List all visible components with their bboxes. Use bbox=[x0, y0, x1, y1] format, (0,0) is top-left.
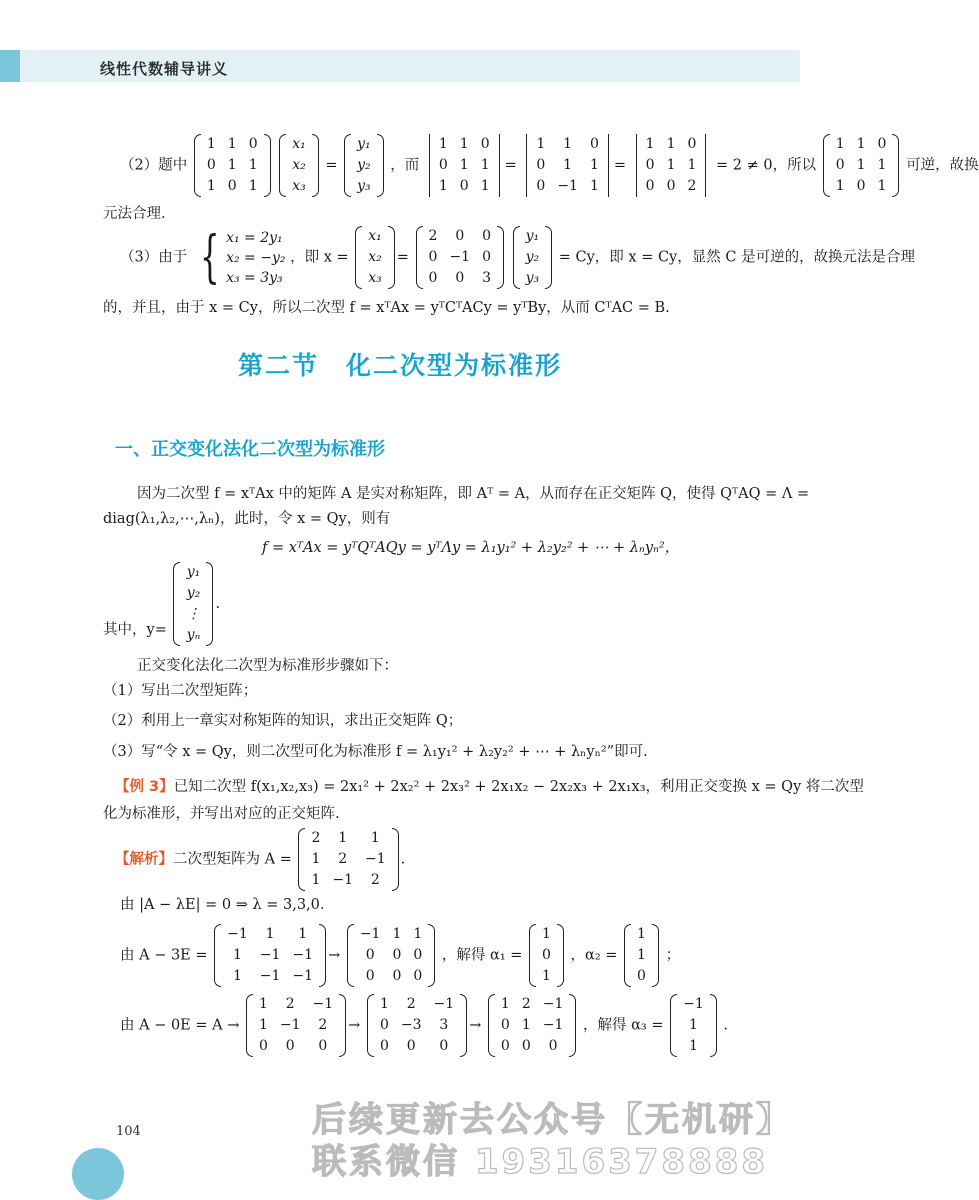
matrix-cell: −1 bbox=[359, 926, 381, 942]
matrix-cell: −1 bbox=[332, 872, 354, 888]
matrix-cell: 1 bbox=[379, 996, 389, 1012]
matrix-cell: 1 bbox=[835, 136, 845, 152]
matrix-cell: 2 bbox=[428, 228, 438, 244]
matrix-cell: x₁ bbox=[368, 228, 382, 244]
matrix-cell: 1 bbox=[856, 157, 866, 173]
matrix bbox=[823, 134, 900, 197]
matrix-cell: 0 bbox=[482, 228, 492, 244]
matrix-cell: 1 bbox=[637, 926, 646, 942]
matrix-cell: 1 bbox=[563, 136, 573, 152]
determinant bbox=[633, 134, 710, 197]
matrix-cell: −1 bbox=[259, 968, 281, 984]
matrix-cell: y₃ bbox=[525, 270, 540, 286]
part2-lead: （2）题中 bbox=[120, 157, 188, 174]
text: ，即 x = bbox=[290, 249, 349, 266]
vector-y bbox=[513, 226, 553, 289]
matrix-cell: 1 bbox=[542, 968, 551, 984]
matrix-cell: 1 bbox=[637, 947, 646, 963]
vector-x bbox=[355, 226, 395, 289]
matrix-cell: −3 bbox=[400, 1017, 422, 1033]
equation: x₂ = −y₂ bbox=[226, 249, 286, 266]
matrix-cell: 0 bbox=[536, 157, 546, 173]
determinant bbox=[523, 134, 611, 197]
matrix-cell: 0 bbox=[438, 157, 448, 173]
matrix-cell: 0 bbox=[835, 157, 845, 173]
matrix-cell: 1 bbox=[536, 136, 546, 152]
text: ； bbox=[665, 947, 681, 964]
equation: f = xᵀAx = yᵀQᵀAQy = yᵀΛy = λ₁y₁² + λ₂y₂² + ⋯ + λₙyₙ²， bbox=[262, 540, 680, 556]
section-title: 第二节 化二次型为标准形 bbox=[237, 351, 562, 380]
vector-alpha3 bbox=[670, 994, 717, 1057]
matrix-cell: −1 bbox=[557, 178, 578, 194]
example-tag: 【例 3】 bbox=[115, 779, 174, 795]
matrix-cell: 1 bbox=[206, 136, 216, 152]
matrix-cell: 1 bbox=[688, 1017, 698, 1033]
matrix-cell: 0 bbox=[413, 947, 423, 963]
matrix bbox=[347, 924, 435, 987]
matrix-cell: 0 bbox=[645, 178, 655, 194]
matrix bbox=[367, 994, 467, 1057]
matrix-cell: y₂ bbox=[525, 249, 540, 265]
page-number: 104 bbox=[116, 1124, 141, 1139]
matrix-cell: −1 bbox=[292, 947, 314, 963]
matrix-cell: x₃ bbox=[368, 270, 382, 286]
solution-line: 【解析】二次型矩阵为 A = 2 1 1 1 2 −1 1 −1 2 . bbox=[115, 828, 405, 891]
matrix-cell: 0 bbox=[856, 178, 866, 194]
matrix-cell: 1 bbox=[338, 830, 348, 846]
matrix-cell: 1 bbox=[459, 136, 469, 152]
equation: x₁ = 2y₁ bbox=[226, 229, 283, 246]
matrix-cell: 1 bbox=[258, 1017, 268, 1033]
text: 已知二次型 f(x₁,x₂,x₃) = 2x₁² + 2x₂² + 2x₃² + 2x₁x₂ − 2x₂x₃ + 2x₁x₃，利用正交变换 x = Qy 将二次型 bbox=[173, 779, 864, 795]
part3-line2: 的，并且，由于 x = Cy，所以二次型 f = xᵀAx = yᵀCᵀACy = yᵀBy，从而 CᵀAC = B. bbox=[103, 300, 670, 316]
vector-y bbox=[344, 134, 384, 197]
matrix-cell: 2 bbox=[311, 830, 321, 846]
matrix-c bbox=[416, 226, 504, 289]
matrix-cell: 1 bbox=[206, 178, 216, 194]
matrix-cell: 0 bbox=[666, 178, 676, 194]
matrix-cell: 1 bbox=[227, 136, 237, 152]
vector-alpha1 bbox=[529, 924, 564, 987]
matrix-cell: 2 bbox=[338, 851, 348, 867]
matrix-cell: 0 bbox=[500, 1017, 510, 1033]
matrix-cell: 0 bbox=[379, 1017, 389, 1033]
matrix-cell: −1 bbox=[683, 996, 704, 1012]
eigen-line: 由 |A − λE| = 0 ⇒ λ = 3,3,0. bbox=[120, 897, 325, 913]
vector-alpha2 bbox=[624, 924, 659, 987]
text: = Cy，即 x = Cy，显然 C 是可逆的，故换元法是合理 bbox=[558, 249, 916, 266]
matrix-cell: x₂ bbox=[368, 249, 382, 265]
matrix-cell: 1 bbox=[370, 830, 380, 846]
matrix-cell: 0 bbox=[285, 1038, 295, 1054]
paragraph-line: diag(λ₁,λ₂,⋯,λₙ)，此时，令 x = Qy，则有 bbox=[103, 511, 391, 527]
matrix-cell: 2 bbox=[521, 996, 531, 1012]
matrix-cell: 1 bbox=[877, 157, 887, 173]
text: ，而 bbox=[390, 157, 420, 174]
matrix-cell: 0 bbox=[392, 947, 402, 963]
matrix-cell: 1 bbox=[687, 157, 697, 173]
matrix-cell: 1 bbox=[835, 178, 845, 194]
matrix-cell: 0 bbox=[637, 968, 646, 984]
matrix-cell: −1 bbox=[259, 947, 281, 963]
matrix-cell: y₃ bbox=[357, 178, 371, 194]
matrix-cell: −1 bbox=[227, 926, 248, 942]
text: = 2 ≠ 0，所以 bbox=[716, 157, 817, 174]
part3-line: （3）由于 { x₁ = 2y₁ x₂ = −y₂ x₃ = 3y₃ ，即 x = x₁ x₂ x₃ = 2 0 0 0 −1 0 0 0 3 y₁ y₂ y₃ = Cy，即 x = Cy，显然 C 是可逆的，故换元法是合理 bbox=[120, 224, 916, 290]
subsection-title: 一、正交变化法化二次型为标准形 bbox=[115, 439, 385, 460]
matrix-cell: 0 bbox=[258, 1038, 268, 1054]
where-line: 其中，y= y₁ y₂ ⋮ yₙ . bbox=[103, 562, 220, 646]
text: （3）由于 bbox=[120, 249, 188, 266]
part2-line: （2）题中 1 1 0 0 1 1 1 0 1 x₁ x₂ x₃ = y₁ y₂ y₃ ，而 1 1 0 0 1 1 1 0 1 = 1 1 0 0 1 1 0 −1 1 = 1 1 0 0 1 1 0 0 2 = 2 ≠ 0，所以 1 1 0 0 1 1 1 0 1 可逆，故换 bbox=[120, 134, 979, 197]
matrix-cell: −1 bbox=[449, 249, 471, 265]
matrix-cell: 1 bbox=[438, 136, 448, 152]
matrix-cell: −1 bbox=[542, 1017, 564, 1033]
matrix-cell: 1 bbox=[563, 157, 573, 173]
matrix-cell: 0 bbox=[459, 178, 469, 194]
paragraph-line: 因为二次型 f = xᵀAx 中的矩阵 A 是实对称矩阵，即 Aᵀ = A，从而存在正交矩阵 Q，使得 QᵀAQ = Λ = bbox=[137, 486, 810, 502]
matrix-cell: 0 bbox=[645, 157, 655, 173]
header-accent bbox=[0, 50, 20, 82]
matrix-cell: 2 bbox=[318, 1017, 328, 1033]
matrix-cell: 0 bbox=[536, 178, 546, 194]
matrix-a bbox=[298, 828, 398, 891]
equation-system bbox=[226, 228, 285, 288]
matrix-cell: 1 bbox=[258, 996, 268, 1012]
matrix-cell: 0 bbox=[455, 270, 465, 286]
matrix-cell: y₁ bbox=[525, 228, 540, 244]
matrix-cell: −1 bbox=[365, 851, 386, 867]
matrix-cell: y₂ bbox=[186, 585, 201, 601]
matrix-cell: 2 bbox=[687, 178, 697, 194]
matrix-cell: 1 bbox=[248, 178, 258, 194]
matrix-cell: x₁ bbox=[292, 136, 306, 152]
determinant bbox=[426, 134, 503, 197]
matrix-cell: 0 bbox=[248, 136, 258, 152]
watermark-line2: 联系微信 19316378888 bbox=[312, 1142, 769, 1182]
matrix-cell: 1 bbox=[521, 1017, 531, 1033]
matrix-cell: 1 bbox=[392, 926, 402, 942]
matrix-cell: 0 bbox=[379, 1038, 389, 1054]
matrix-cell: ⋮ bbox=[186, 606, 201, 622]
matrix-cell: 0 bbox=[392, 968, 402, 984]
example-line2: 化为标准形，并写出对应的正交矩阵. bbox=[103, 806, 340, 822]
matrix-cell: 1 bbox=[227, 157, 237, 173]
book-title: 线性代数辅导讲义 bbox=[100, 60, 229, 78]
matrix-cell: 1 bbox=[233, 947, 242, 963]
page-corner-circle bbox=[72, 1148, 124, 1200]
matrix-cell: 3 bbox=[482, 270, 492, 286]
text: ，α₂ = bbox=[570, 947, 618, 964]
matrix-cell: 1 bbox=[666, 157, 676, 173]
matrix-cell: 0 bbox=[439, 1038, 449, 1054]
matrix-cell: 1 bbox=[459, 157, 469, 173]
matrix-cell: 0 bbox=[500, 1038, 510, 1054]
matrix-cell: 0 bbox=[877, 136, 887, 152]
matrix-cell: 0 bbox=[687, 136, 697, 152]
part2-line2: 元法合理. bbox=[103, 206, 166, 222]
matrix-cell: −1 bbox=[542, 996, 564, 1012]
matrix-cell: 0 bbox=[480, 136, 490, 152]
matrix-cell: 0 bbox=[521, 1038, 531, 1054]
matrix-cell: 1 bbox=[688, 1038, 698, 1054]
matrix bbox=[214, 924, 326, 987]
brace: { bbox=[199, 224, 220, 290]
solution-tag: 【解析】 bbox=[115, 851, 173, 868]
matrix-cell: 1 bbox=[311, 872, 321, 888]
matrix-cell: 0 bbox=[428, 270, 438, 286]
watermark-line1: 后续更新去公众号【无机研】 bbox=[312, 1100, 793, 1140]
matrix-cell: 1 bbox=[233, 968, 242, 984]
matrix-cell: 0 bbox=[428, 249, 438, 265]
matrix-cell: y₁ bbox=[186, 564, 201, 580]
matrix-cell: 1 bbox=[645, 136, 655, 152]
step-2: （2）利用上一章实对称矩阵的知识，求出正交矩阵 Q； bbox=[103, 713, 463, 729]
matrix-cell: −1 bbox=[433, 996, 455, 1012]
matrix-cell: 1 bbox=[877, 178, 887, 194]
matrix-cell: 1 bbox=[413, 926, 423, 942]
matrix-cell: 0 bbox=[455, 228, 465, 244]
matrix-cell: 0 bbox=[206, 157, 216, 173]
matrix-cell: 3 bbox=[439, 1017, 449, 1033]
matrix-cell: 1 bbox=[589, 157, 599, 173]
text: ，解得 α₁ = bbox=[441, 947, 523, 964]
matrix-cell: 0 bbox=[482, 249, 492, 265]
steps-intro: 正交变化法化二次型为标准形步骤如下： bbox=[137, 658, 398, 674]
text: 由 A − 3E = bbox=[120, 947, 208, 964]
matrix-cell: 0 bbox=[589, 136, 599, 152]
matrix-cell: 1 bbox=[500, 996, 510, 1012]
matrix-cell: −1 bbox=[279, 1017, 301, 1033]
matrix-cell: 1 bbox=[438, 178, 448, 194]
matrix-cell: y₂ bbox=[357, 157, 371, 173]
matrix-cell: 0 bbox=[365, 968, 375, 984]
text: ，解得 α₃ = bbox=[583, 1017, 664, 1034]
matrix-cell: x₂ bbox=[292, 157, 306, 173]
matrix-cell: 0 bbox=[406, 1038, 416, 1054]
text: . bbox=[723, 1017, 728, 1034]
matrix-cell: 1 bbox=[666, 136, 676, 152]
matrix-cell: 1 bbox=[311, 851, 321, 867]
matrix-cell: 2 bbox=[370, 872, 380, 888]
step-3: （3）写“令 x = Qy，则二次型可化为标准形 f = λ₁y₁² + λ₂y₂² + ⋯ + λₙyₙ²”即可. bbox=[103, 744, 648, 760]
text: 可逆，故换 bbox=[906, 157, 979, 174]
equation: x₃ = 3y₃ bbox=[226, 269, 283, 286]
vector-x bbox=[279, 134, 319, 197]
matrix-cell: 1 bbox=[542, 926, 551, 942]
matrix-cell: 2 bbox=[285, 996, 295, 1012]
example-line bbox=[115, 779, 864, 796]
matrix-cell: 1 bbox=[589, 178, 599, 194]
matrix bbox=[246, 994, 346, 1057]
matrix-cell: −1 bbox=[312, 996, 334, 1012]
matrix-cell: 1 bbox=[298, 926, 308, 942]
text: 其中，y= bbox=[103, 622, 167, 638]
matrix-cell: 0 bbox=[227, 178, 237, 194]
vector-y bbox=[173, 562, 213, 646]
matrix-cell: 1 bbox=[856, 136, 866, 152]
matrix-cell: y₁ bbox=[357, 136, 371, 152]
matrix-cell: 0 bbox=[548, 1038, 558, 1054]
text: 二次型矩阵为 A = bbox=[173, 851, 292, 868]
step-1: （1）写出二次型矩阵； bbox=[103, 683, 258, 699]
matrix-cell: 1 bbox=[480, 157, 490, 173]
matrix-cell: 1 bbox=[480, 178, 490, 194]
matrix-cell: 1 bbox=[248, 157, 258, 173]
reduction-line-1: 由 A − 3E = −1 1 1 1 −1 −1 1 −1 −1 → −1 1 1 0 0 0 0 0 0 ，解得 α₁ = 1 0 1 ，α₂ = 1 1 0 ； bbox=[120, 924, 680, 987]
matrix-cell: −1 bbox=[292, 968, 314, 984]
matrix-cell: x₃ bbox=[292, 178, 306, 194]
text: 由 A − 0E = A → bbox=[120, 1017, 240, 1034]
matrix-cell: 0 bbox=[318, 1038, 328, 1054]
reduction-line-2: 由 A − 0E = A → 1 2 −1 1 −1 2 0 0 0 → 1 2 −1 0 −3 3 0 0 0 → 1 2 −1 0 1 −1 0 0 0 ，解得 α₃ = −1 1 1 . bbox=[120, 994, 728, 1057]
matrix bbox=[488, 994, 576, 1057]
matrix-cell: 0 bbox=[413, 968, 423, 984]
matrix-cell: 0 bbox=[365, 947, 375, 963]
matrix-cell: yₙ bbox=[186, 627, 201, 643]
matrix-cell: 0 bbox=[542, 947, 551, 963]
matrix-cell: 1 bbox=[265, 926, 275, 942]
matrix bbox=[194, 134, 271, 197]
matrix-cell: 2 bbox=[406, 996, 416, 1012]
